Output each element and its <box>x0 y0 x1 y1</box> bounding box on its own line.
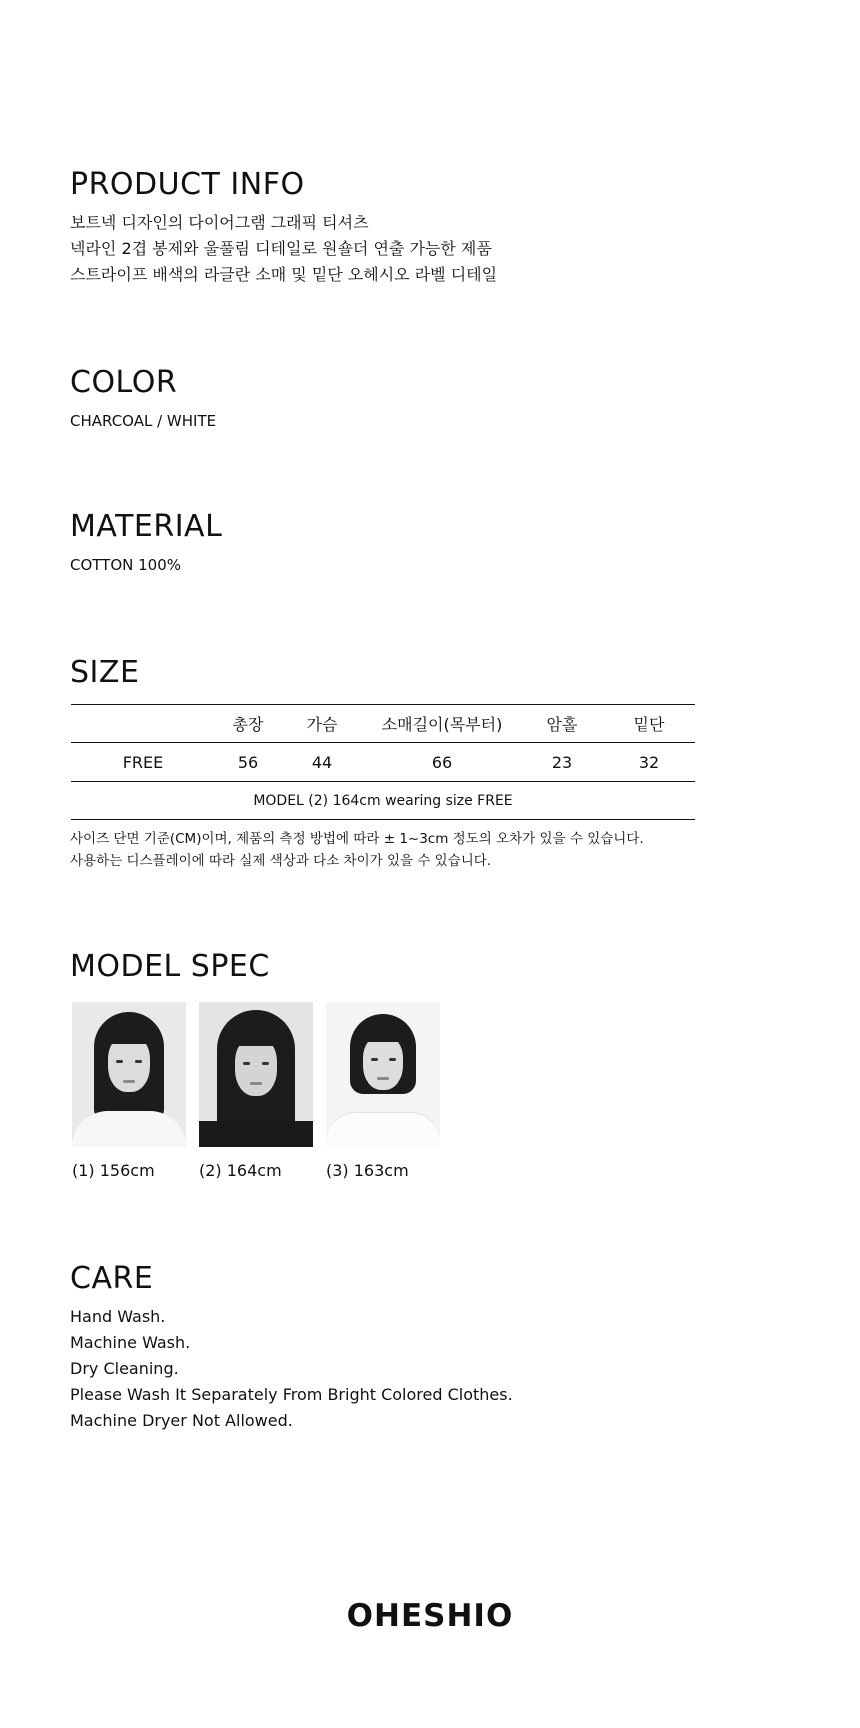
size-cell: 44 <box>281 743 363 782</box>
size-heading: SIZE <box>70 655 140 690</box>
size-table-header <box>71 705 695 743</box>
size-model-note: MODEL (2) 164cm wearing size FREE <box>71 782 695 820</box>
size-col-header: 가슴 <box>281 705 363 743</box>
color-section <box>70 364 216 434</box>
care-line: Machine Wash. <box>70 1333 191 1352</box>
brand-logo: OHESHIO <box>346 1598 514 1634</box>
size-col-header: 밑단 <box>603 705 695 743</box>
size-cell: FREE <box>71 743 215 782</box>
table-row <box>71 743 695 782</box>
care-line: Please Wash It Separately From Bright Colored Clothes. <box>70 1385 513 1404</box>
model-photo <box>199 1002 313 1147</box>
material-heading: MATERIAL <box>70 509 223 544</box>
size-note: 사용하는 디스플레이에 따라 실제 색상과 다소 차이가 있을 수 있습니다. <box>70 853 492 869</box>
care-line: Hand Wash. <box>70 1307 166 1326</box>
size-col-header <box>71 705 215 743</box>
product-info-heading: PRODUCT INFO <box>70 167 305 202</box>
model-caption: (3) 163cm <box>326 1161 409 1180</box>
model-card <box>199 1002 313 1180</box>
product-info-line: 보트넥 디자인의 다이어그램 그래픽 티셔츠 <box>70 213 369 232</box>
model-photo <box>326 1002 440 1147</box>
product-info-section <box>70 166 497 288</box>
care-heading: CARE <box>70 1261 154 1296</box>
size-model-note-row <box>71 782 695 820</box>
size-table <box>71 704 695 820</box>
size-col-header: 소매길이(목부터) <box>363 705 521 743</box>
care-line: Machine Dryer Not Allowed. <box>70 1411 293 1430</box>
size-col-header: 총장 <box>215 705 281 743</box>
model-photo <box>72 1002 186 1147</box>
product-info-line: 스트라이프 배색의 라글란 소매 및 밑단 오헤시오 라벨 디테일 <box>70 265 498 284</box>
size-cell: 23 <box>521 743 603 782</box>
size-cell: 66 <box>363 743 521 782</box>
material-value: COTTON 100% <box>70 556 182 574</box>
care-line: Dry Cleaning. <box>70 1359 179 1378</box>
model-spec-heading: MODEL SPEC <box>70 949 270 984</box>
color-value: CHARCOAL / WHITE <box>70 412 217 430</box>
size-col-header: 암홀 <box>521 705 603 743</box>
size-cell: 56 <box>215 743 281 782</box>
model-spec-section <box>70 948 270 986</box>
material-section <box>70 508 222 578</box>
size-section <box>70 654 139 692</box>
size-notes <box>70 828 644 872</box>
care-section <box>70 1260 513 1434</box>
color-heading: COLOR <box>70 365 178 400</box>
product-info-line: 넥라인 2겹 봉제와 울풀림 디테일로 원숄더 연출 가능한 제품 <box>70 239 492 258</box>
model-caption: (1) 156cm <box>72 1161 155 1180</box>
size-cell: 32 <box>603 743 695 782</box>
size-note: 사이즈 단면 기준(CM)이며, 제품의 측정 방법에 따라 ± 1~3cm 정도의 오차가 있을 수 있습니다. <box>70 831 644 847</box>
model-caption: (2) 164cm <box>199 1161 282 1180</box>
model-card <box>326 1002 440 1180</box>
model-card <box>72 1002 186 1180</box>
